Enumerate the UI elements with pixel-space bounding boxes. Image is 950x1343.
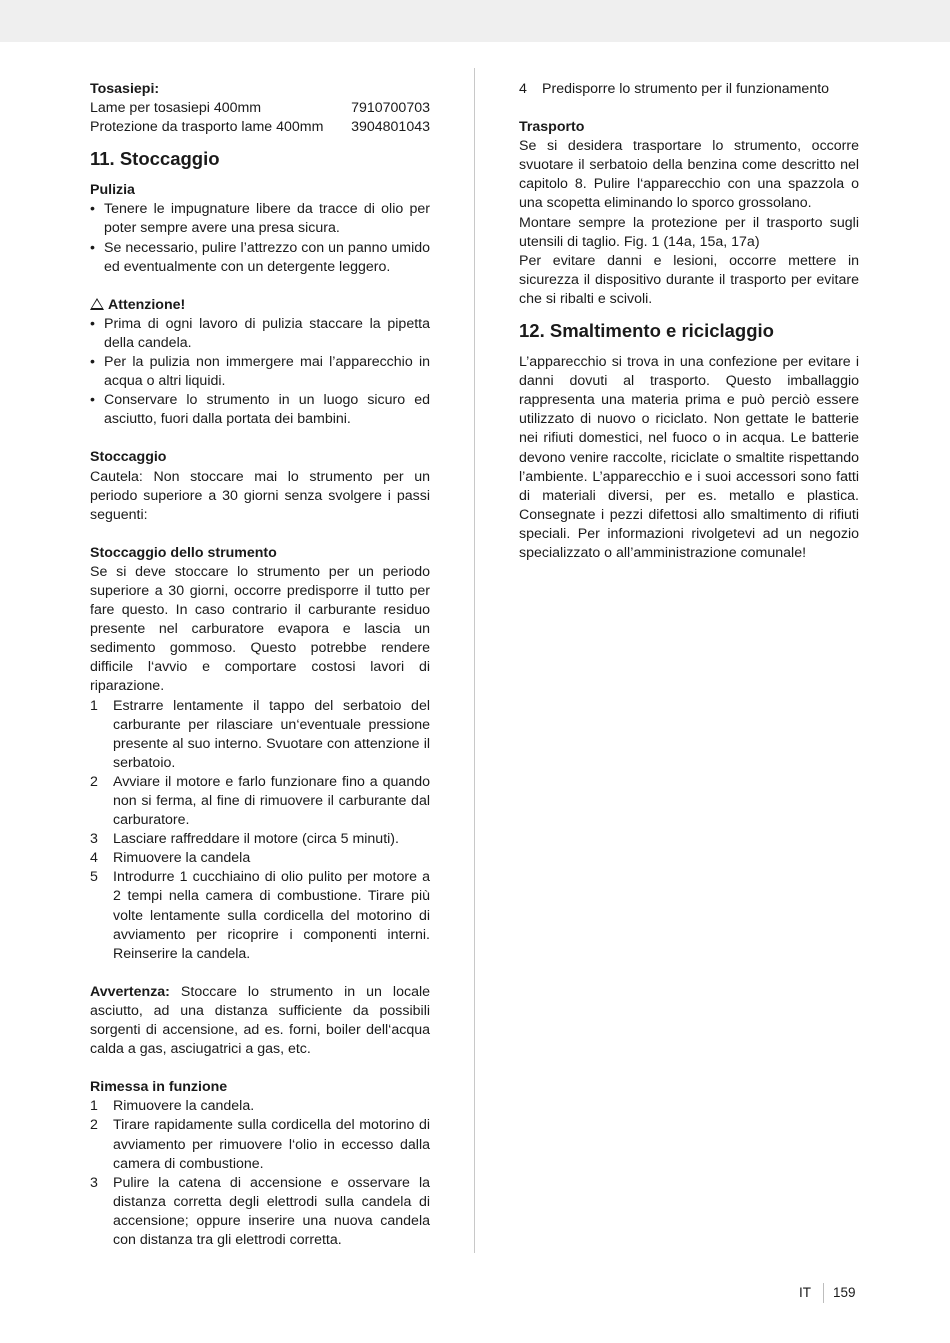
- list-item: 2 Tirare rapidamente sulla cordicella del motorino di avviamento per rimuovere l‘olio in eccesso dalla camera di combustione.: [90, 1117, 430, 1172]
- storage-text: Cautela: Non stoccare mai lo strumento per un periodo superiore a 30 giorni senza svolgere i passi seguenti:: [90, 468, 430, 523]
- disposal-text: L’apparecchio si trova in una confezione per evitare i danni dovuti al trasporto. Questo imballaggio rappresenta una materia prima e può perciò essere utilizzato di nuovo o riciclato. Non gettate le batterie nei rifiuti domestici, nel fuoco o in acqua. Le batterie devono venire raccolte, riciclate o smaltite rispettando l’ambiente. L’apparecchio e i suoi accessori sono fatti di materiali diversi, per es. metallo e plastica. Consegnate i pezzi difettosi allo smaltimento di rifiuti speciali. Per informazioni rivolgetevi ad un negozio specializzato o all’amministrazione comunale!: [519, 354, 859, 561]
- storage-title: Stoccaggio: [90, 449, 167, 466]
- transport-title: Trasporto: [519, 119, 585, 136]
- accessory-code: 3904801043: [351, 119, 430, 136]
- list-item: • Conservare lo strumento in un luogo sicuro ed asciutto, fuori dalla portata dei bambini.: [90, 391, 430, 429]
- accessories-title: Tosasiepi:: [90, 81, 160, 97]
- column-divider: [474, 68, 475, 1253]
- tool-storage-title: Stoccaggio dello strumento: [90, 544, 277, 561]
- cleaning-list: [90, 200, 430, 276]
- warning-label: Avvertenza:: [90, 983, 170, 1000]
- continued-steps: [519, 80, 859, 99]
- page-number: 159: [833, 1285, 856, 1301]
- list-item: 3 Pulire la catena di accensione e osservare la distanza corretta degli elettrodi sulla candela di accensione; oppure inserire una nuova candela con distanza tra gli elettrodi corretta.: [90, 1174, 430, 1248]
- attention-title: [90, 296, 430, 315]
- warning-paragraph: [90, 983, 430, 1059]
- list-item: 3 Lasciare raffreddare il motore (circa 5 minuti).: [90, 831, 399, 848]
- page-footer: [799, 1283, 856, 1303]
- accessory-row: [90, 99, 430, 118]
- list-item: 2 Avviare il motore e farlo funzionare fino a quando non si ferma, al fine di rimuovere il carburante dal carburatore.: [90, 773, 430, 829]
- transport-paragraph: Per evitare danni e lesioni, occorre mettere in sicurezza il dispositivo durante il trasporto per evitare che si ribalti e scivoli.: [519, 252, 859, 307]
- restart-title: Rimessa in funzione: [90, 1079, 228, 1096]
- list-item: 5 Introdurre 1 cucchiaino di olio pulito per motore a 2 tempi nella camera di combustione. Tirare più volte lentamente sulla cordicella del motorino di avviamento per ricoprire i componenti interni. Reinserire la candela.: [90, 869, 430, 962]
- list-item: 1 Estrarre lentamente il tappo del serbatoio del carburante per rilasciare un‘eventuale pressione presente al suo interno. Svuotare con attenzione il serbatoio.: [90, 697, 430, 771]
- transport-paragraph: Se si desidera trasportare lo strumento, occorre svuotare il serbatoio della benzina come descritto nel capitolo 8. Pulire l‘apparecchio con una spazzola o una scopetta eliminando lo sporco grossolano.: [519, 138, 859, 212]
- section-11-heading: 11. Stoccaggio: [90, 148, 220, 170]
- cleaning-title: Pulizia: [90, 182, 135, 199]
- section-12-heading: 12. Smaltimento e riciclaggio: [519, 320, 774, 342]
- list-item: • Per la pulizia non immergere mai l’apparecchio in acqua o altri liquidi.: [90, 353, 430, 391]
- left-column: [90, 80, 430, 1250]
- accessory-row: [90, 118, 430, 137]
- top-band: [0, 0, 950, 42]
- accessory-name: Lame per tosasiepi 400mm: [90, 100, 262, 117]
- list-item: • Tenere le impugnature libere da tracce di olio per poter sempre avere una presa sicura.: [90, 200, 430, 238]
- warning-text: Stoccare lo strumento in un locale asciutto, ad una distanza sufficiente da possibili sorgenti di accensione, ad es. forni, boiler dell‘acqua calda a gas, asciugatrici a gas, etc.: [90, 983, 430, 1058]
- tool-storage-text: Se si deve stoccare lo strumento per un periodo superiore a 30 giorni, occorre predisporre il tutto per fare questo. In caso contrario il carburante residuo presente nel carburatore evapora e lascia un sedimento gommoso. Questo potrebbe rendere difficile l‘avvio e comportare costosi lavori di riparazione.: [90, 563, 430, 695]
- right-column: [519, 80, 859, 563]
- warning-triangle-icon: [90, 298, 104, 310]
- restart-steps: [90, 1097, 430, 1250]
- list-item: • Se necessario, pulire l’attrezzo con un panno umido ed eventualmente con un detergente leggero.: [90, 239, 430, 277]
- language-code: IT: [799, 1285, 811, 1301]
- list-item: 1 Rimuovere la candela.: [90, 1098, 255, 1115]
- list-item: • Prima di ogni lavoro di pulizia staccare la pipetta della candela.: [90, 315, 430, 353]
- transport-paragraph: Montare sempre la protezione per il trasporto sugli utensili di taglio. Fig. 1 (14a, 15a, 17a): [519, 214, 859, 250]
- accessory-name: Protezione da trasporto lame 400mm: [90, 119, 324, 136]
- list-item: 4 Rimuovere la candela: [90, 850, 251, 867]
- accessory-code: 7910700703: [351, 100, 430, 117]
- attention-label: Attenzione!: [108, 296, 186, 313]
- attention-list: [90, 315, 430, 430]
- footer-separator: [823, 1283, 824, 1303]
- list-item: 4 Predisporre lo strumento per il funzionamento: [519, 81, 830, 97]
- tool-storage-steps: [90, 697, 430, 964]
